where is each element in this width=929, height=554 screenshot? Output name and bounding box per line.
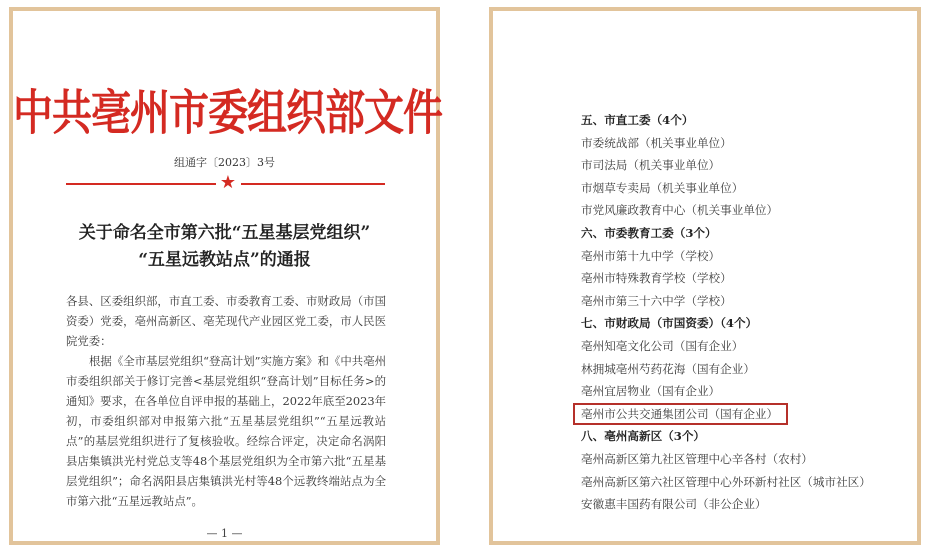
red-star-icon: ★ [219, 172, 237, 193]
list-item: 林拥城亳州芍药花海（国有企业） [581, 361, 755, 376]
body-paragraph: 根据《全市基层党组织“登高计划”实施方案》和《中共亳州市委组织部关于修订完善<基层党组织“登高计划”目标任务>的通知》要求，在各单位自评申报的基础上，2022年底至2023年初，市委组织部对申报第六批“五星基层党组织”“五星远教站点”的基层党组织进行了复核验收。经综合评定，决定命名涡阳县店集镇洪光村党总支等48个基层党组织为全市第六批“五星基层党组织”；命名涡阳县店集镇洪光村等48个远教终端站点为全市第六批“五星远教站点”。 [66, 354, 386, 508]
list-item: 市司法局（机关事业单位） [581, 158, 721, 173]
unit-list [581, 109, 871, 516]
right-document-page [489, 7, 921, 545]
list-item: 亳州知亳文化公司（国有企业） [581, 338, 744, 353]
list-item: 亳州高新区第九社区管理中心辛各村（农村） [581, 451, 813, 466]
list-item: 亳州宜居物业（国有企业） [581, 384, 721, 399]
red-rule-left [66, 183, 216, 185]
list-item: 市党风廉政教育中心（机关事业单位） [581, 203, 779, 218]
notice-title-line-2: “五星远教站点”的通报 [138, 250, 311, 270]
list-item: 安徽惠丰国药有限公司（非公企业） [581, 497, 767, 512]
red-header-title: 中共亳州市委组织部文件 [13, 84, 442, 141]
list-item-highlight-row [581, 403, 871, 426]
list-item: 市委统战部（机关事业单位） [581, 135, 732, 150]
document-number: 组通字〔2023〕3号 [174, 156, 275, 169]
list-item: 市烟草专卖局（机关事业单位） [581, 180, 744, 195]
list-item: 亳州市特殊教育学校（学校） [581, 271, 732, 286]
notice-title [13, 220, 436, 274]
section-heading: 八、亳州高新区（3个） [581, 429, 706, 444]
list-item: 亳州高新区第六社区管理中心外环新村社区（城市社区） [581, 474, 871, 489]
red-rule-right [241, 183, 385, 185]
notice-title-line-1: 关于命名全市第六批“五星基层党组织” [78, 223, 371, 243]
page-number: — 1 — [206, 527, 243, 540]
section-heading: 五、市直工委（4个） [581, 113, 694, 127]
section-heading: 七、市财政局（市国资委）（4个） [581, 316, 758, 331]
highlighted-list-item: 亳州市公共交通集团公司（国有企业） [573, 403, 788, 425]
list-item: 亳州市第十九中学（学校） [581, 248, 721, 263]
section-heading: 六、市委教育工委（3个） [581, 225, 717, 240]
list-item: 亳州市第三十六中学（学校） [581, 293, 732, 308]
left-document-page [9, 7, 440, 545]
addressee-paragraph: 各县、区委组织部，市直工委、市委教育工委、市财政局（市国资委）党委，亳州高新区、亳芜现代产业园区党工委，市人民医院党委： [66, 294, 386, 348]
